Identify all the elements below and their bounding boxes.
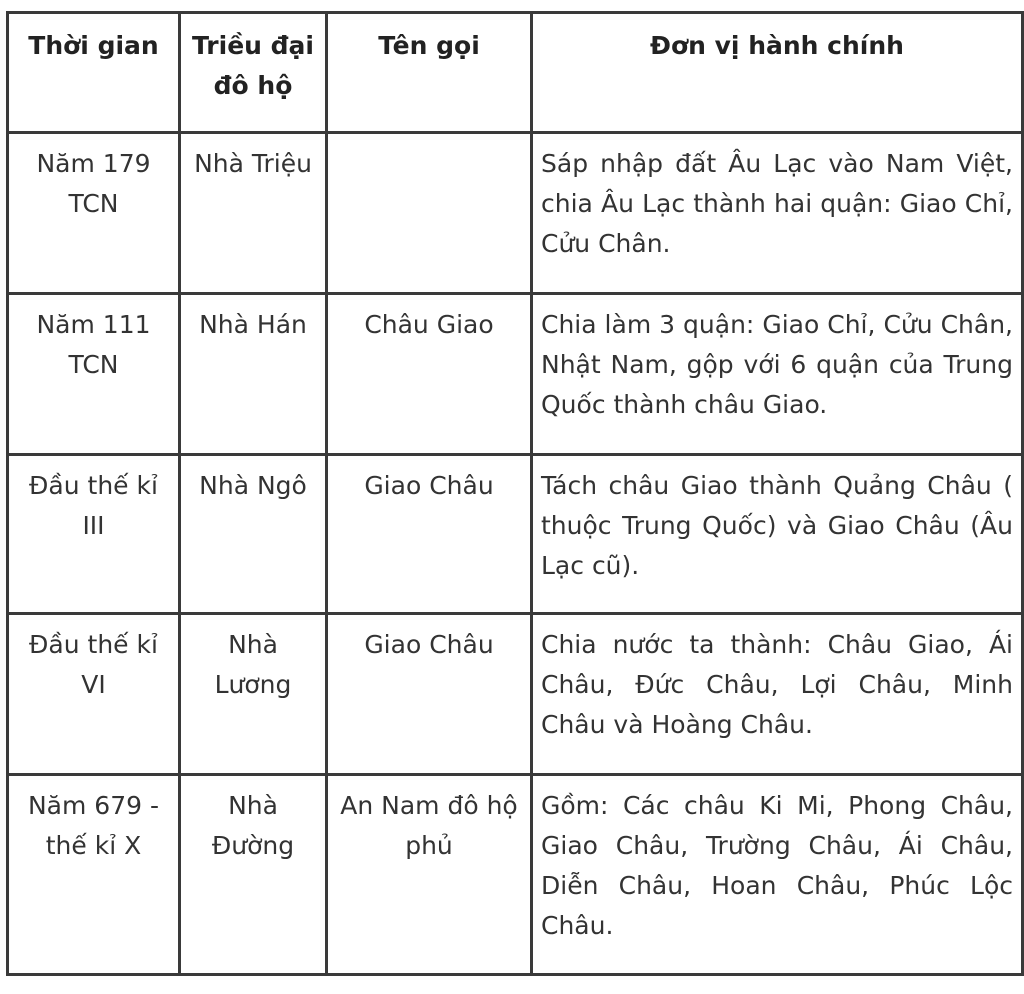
cell-admin-units: Gồm: Các châu Ki Mi, Phong Châu, Giao Châu, Trường Châu, Ái Châu, Diễn Châu, Hoan Châu, Phúc Lộc Châu.	[532, 775, 1023, 975]
cell-name: Châu Giao	[327, 294, 532, 455]
table-row	[8, 455, 1023, 614]
table-header-row	[8, 13, 1023, 133]
cell-admin-units: Chia làm 3 quận: Giao Chỉ, Cửu Chân, Nhật Nam, gộp với 6 quận của Trung Quốc thành châu Giao.	[532, 294, 1023, 455]
cell-dynasty: Nhà Đường	[180, 775, 327, 975]
cell-admin-units: Tách châu Giao thành Quảng Châu ( thuộc Trung Quốc) và Giao Châu (Âu Lạc cũ).	[532, 455, 1023, 614]
cell-dynasty: Nhà Ngô	[180, 455, 327, 614]
cell-dynasty: Nhà Lương	[180, 614, 327, 775]
table-row	[8, 294, 1023, 455]
table-row	[8, 614, 1023, 775]
cell-name: Giao Châu	[327, 614, 532, 775]
cell-name	[327, 133, 532, 294]
table-row	[8, 133, 1023, 294]
cell-dynasty: Nhà Hán	[180, 294, 327, 455]
header-dynasty: Triều đại đô hộ	[180, 13, 327, 133]
cell-time: Đầu thế kỉ III	[8, 455, 180, 614]
header-time: Thời gian	[8, 13, 180, 133]
administrative-history-table	[6, 11, 1024, 976]
cell-name: Giao Châu	[327, 455, 532, 614]
cell-dynasty: Nhà Triệu	[180, 133, 327, 294]
cell-time: Năm 179 TCN	[8, 133, 180, 294]
cell-time: Năm 679 - thế kỉ X	[8, 775, 180, 975]
cell-admin-units: Chia nước ta thành: Châu Giao, Ái Châu, Đức Châu, Lợi Châu, Minh Châu và Hoàng Châu.	[532, 614, 1023, 775]
header-admin-units: Đơn vị hành chính	[532, 13, 1023, 133]
cell-admin-units: Sáp nhập đất Âu Lạc vào Nam Việt, chia Âu Lạc thành hai quận: Giao Chỉ, Cửu Chân.	[532, 133, 1023, 294]
table-row	[8, 775, 1023, 975]
cell-name: An Nam đô hộ phủ	[327, 775, 532, 975]
cell-time: Đầu thế kỉ VI	[8, 614, 180, 775]
cell-time: Năm 111 TCN	[8, 294, 180, 455]
header-name: Tên gọi	[327, 13, 532, 133]
